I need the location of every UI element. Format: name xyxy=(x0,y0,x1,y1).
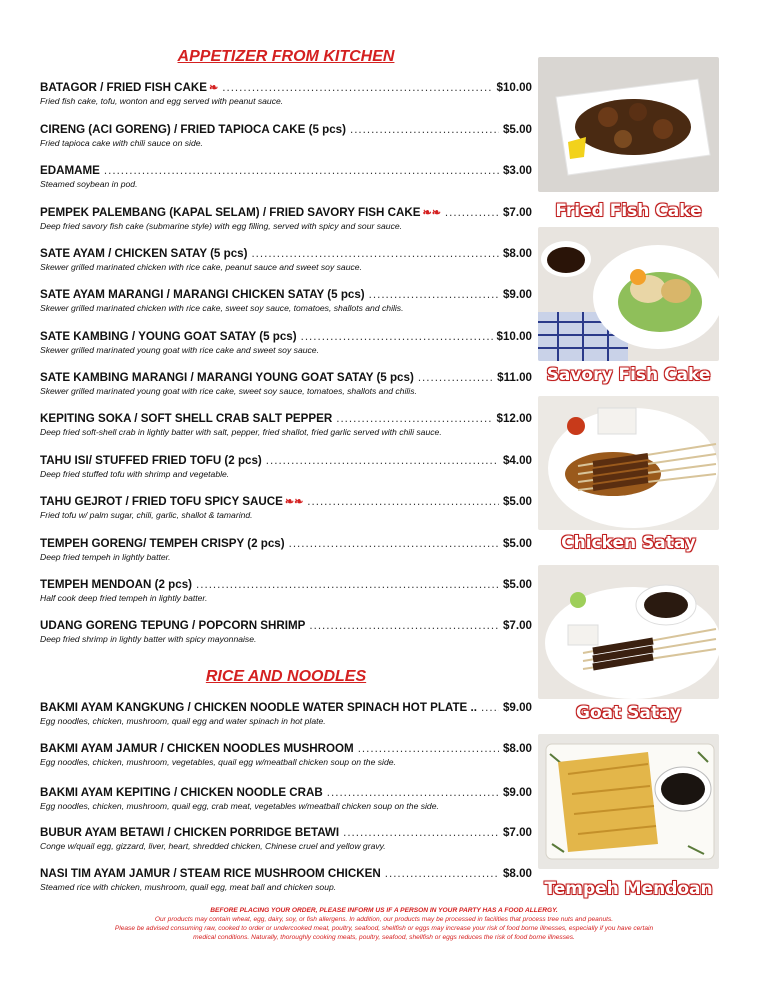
leader-dots xyxy=(481,701,499,714)
menu-item xyxy=(40,164,532,189)
appetizer-section-title: APPETIZER FROM KITCHEN xyxy=(177,48,395,65)
menu-item-line xyxy=(40,454,532,467)
leader-dots xyxy=(222,81,492,94)
menu-item-price: $10.00 xyxy=(496,81,532,94)
menu-item xyxy=(40,206,532,231)
leader-dots xyxy=(350,123,499,136)
menu-item-description: Egg noodles, chicken, mushroom, quail egg, crab meat, vegetables w/meatball chicken soup on the side. xyxy=(40,801,439,811)
leader-dots xyxy=(336,412,492,425)
menu-item-name: SATE AYAM / CHICKEN SATAY (5 pcs) xyxy=(40,247,248,260)
menu-item-name: EDAMAME xyxy=(40,164,100,177)
menu-item xyxy=(40,742,532,767)
menu-item-line xyxy=(40,619,532,632)
menu-item-name: BAKMI AYAM JAMUR / CHICKEN NOODLES MUSHROOM xyxy=(40,742,354,755)
menu-item-description: Skewer grilled marinated chicken with rice cake, peanut sauce and sweet soy sauce. xyxy=(40,262,362,272)
allergy-notice-line-1: BEFORE PLACING YOUR ORDER, PLEASE INFORM US IF A PERSON IN YOUR PARTY HAS A FOOD ALLERGY. xyxy=(210,907,558,914)
menu-item-description: Skewer grilled marinated young goat with rice cake, sweet soy sauce, tomatoes, shallots and chilis. xyxy=(40,386,417,396)
menu-item-name: NASI TIM AYAM JAMUR / STEAM RICE MUSHROOM CHICKEN xyxy=(40,867,381,880)
menu-item-description: Steamed rice with chicken, mushroom, quail egg, meat ball and chicken soup. xyxy=(40,882,337,892)
caption-tempeh-mendoan: Tempeh Mendoan xyxy=(544,879,713,899)
menu-item-name: PEMPEK PALEMBANG (KAPAL SELAM) / FRIED SAVORY FISH CAKE xyxy=(40,206,421,219)
menu-item xyxy=(40,867,532,892)
photo-savory-fish-cake xyxy=(538,227,719,361)
menu-item-price: $11.00 xyxy=(497,371,532,384)
menu-item-name: SATE AYAM MARANGI / MARANGI CHICKEN SATAY (5 pcs) xyxy=(40,288,365,301)
leader-dots xyxy=(309,619,499,632)
allergy-notice xyxy=(30,906,738,942)
photo-chicken-satay xyxy=(538,396,719,530)
menu-item xyxy=(40,826,532,851)
menu-item-price: $7.00 xyxy=(502,206,532,219)
leader-dots xyxy=(418,371,493,384)
menu-item-name: TEMPEH MENDOAN (2 pcs) xyxy=(40,578,193,591)
menu-item xyxy=(40,288,532,313)
leader-dots xyxy=(196,578,499,591)
menu-item-line xyxy=(40,786,532,799)
menu-item-line xyxy=(40,247,532,260)
caption-chicken-satay: Chicken Satay xyxy=(561,533,696,553)
menu-item-line xyxy=(40,537,532,550)
menu-item xyxy=(40,371,532,396)
menu-item-price: $5.00 xyxy=(502,578,532,591)
menu-item-line xyxy=(40,701,532,714)
leader-dots xyxy=(104,164,499,177)
menu-item xyxy=(40,247,532,272)
menu-item-price: $4.00 xyxy=(502,454,532,467)
leader-dots xyxy=(289,537,499,550)
menu-item-name: BAKMI AYAM KANGKUNG / CHICKEN NOODLE WATER SPINACH HOT PLATE .. xyxy=(40,701,477,714)
menu-item-price: $10.00 xyxy=(496,330,532,343)
menu-item-price: $9.00 xyxy=(502,288,532,301)
menu-item-name: BUBUR AYAM BETAWI / CHICKEN PORRIDGE BETAWI xyxy=(40,826,340,839)
menu-item-description: Deep fried stuffed tofu with shrimp and vegetable. xyxy=(40,469,230,479)
leader-dots xyxy=(301,330,493,343)
leader-dots xyxy=(445,206,499,219)
photo-tempeh-mendoan xyxy=(538,734,719,869)
leader-dots xyxy=(327,786,499,799)
menu-item xyxy=(40,701,532,726)
menu-item xyxy=(40,412,532,437)
menu-item-price: $8.00 xyxy=(502,867,532,880)
menu-item-name: SATE KAMBING / YOUNG GOAT SATAY (5 pcs) xyxy=(40,330,297,343)
menu-item-price: $5.00 xyxy=(502,537,532,550)
menu-item-description: Conge w/quail egg, gizzard, liver, heart, shredded chicken, Chinese cruel and yellow gravy. xyxy=(40,841,386,851)
menu-item xyxy=(40,123,532,148)
allergy-notice-line-2: Our products may contain wheat, egg, dairy, soy, or fish allergens. In addition, our products may be processed in facilities that process tree nuts and peanuts. xyxy=(154,916,614,923)
menu-item xyxy=(40,786,532,811)
menu-item-description: Fried tofu w/ palm sugar, chili, garlic, shallot & tamarind. xyxy=(40,510,253,520)
menu-item-price: $3.00 xyxy=(502,164,532,177)
menu-item-name: TAHU GEJROT / FRIED TOFU SPICY SAUCE xyxy=(40,495,283,508)
menu-item-price: $8.00 xyxy=(502,742,532,755)
leader-dots xyxy=(358,742,499,755)
leader-dots xyxy=(385,867,499,880)
menu-item-line xyxy=(40,826,532,839)
leader-dots xyxy=(266,454,499,467)
menu-item-line xyxy=(40,164,532,177)
menu-item-line xyxy=(40,742,532,755)
leader-dots xyxy=(251,247,499,260)
menu-item-line xyxy=(40,495,532,508)
menu-item-name: BATAGOR / FRIED FISH CAKE xyxy=(40,81,208,94)
caption-savory-fish-cake: Savory Fish Cake xyxy=(546,365,711,385)
menu-item-description: Steamed soybean in pod. xyxy=(40,179,138,189)
menu-item-name: TEMPEH GORENG/ TEMPEH CRISPY (2 pcs) xyxy=(40,537,285,550)
menu-item-name: UDANG GORENG TEPUNG / POPCORN SHRIMP xyxy=(40,619,306,632)
leader-dots xyxy=(343,826,499,839)
menu-item-price: $12.00 xyxy=(496,412,532,425)
menu-item-line xyxy=(40,578,532,591)
menu-item-price: $8.00 xyxy=(502,247,532,260)
leader-dots xyxy=(369,288,499,301)
menu-item xyxy=(40,454,532,479)
menu-item-description: Half cook deep fried tempeh in lightly batter. xyxy=(40,593,208,603)
menu-item xyxy=(40,495,532,520)
menu-item-name: CIRENG (ACI GORENG) / FRIED TAPIOCA CAKE (5 pcs) xyxy=(40,123,346,136)
rice-noodles-section-title: RICE AND NOODLES xyxy=(205,668,367,685)
menu-item-description: Fried fish cake, tofu, wonton and egg served with peanut sauce. xyxy=(40,96,284,106)
menu-item-name: KEPITING SOKA / SOFT SHELL CRAB SALT PEPPER xyxy=(40,412,333,425)
menu-item xyxy=(40,81,532,106)
menu-item-line xyxy=(40,412,532,425)
photo-goat-satay xyxy=(538,565,719,699)
menu-item xyxy=(40,330,532,355)
menu-item-description: Egg noodles, chicken, mushroom, vegetables, quail egg w/meatball chicken soup on the side. xyxy=(40,757,396,767)
menu-item-line xyxy=(40,867,532,880)
menu-item-description: Deep fried tempeh in lightly batter. xyxy=(40,552,171,562)
chili-pepper-icon: ❧ xyxy=(209,82,219,94)
menu-item-description: Deep fried shrimp in lightly batter with spicy mayonnaise. xyxy=(40,634,257,644)
menu-item-price: $9.00 xyxy=(502,786,532,799)
menu-item-price: $5.00 xyxy=(502,123,532,136)
menu-item xyxy=(40,619,532,644)
allergy-notice-line-4: medical conditions. Naturally, thoroughly cooking meats, poultry, seafood, shellfish or eggs reduces the risk of food borne illnesses. xyxy=(193,934,575,941)
chili-pepper-icon: ❧❧ xyxy=(422,207,441,219)
menu-item-description: Deep fried savory fish cake (submarine style) with egg filling, served with spicy and sour sauce. xyxy=(40,221,403,231)
menu-item-description: Skewer grilled marinated chicken with rice cake, sweet soy sauce, tomatoes, shallots and chilis. xyxy=(40,303,404,313)
menu-item xyxy=(40,578,532,603)
menu-item-description: Egg noodles, chicken, mushroom, quail egg and water spinach in hot plate. xyxy=(40,716,326,726)
menu-item-line xyxy=(40,81,532,94)
caption-goat-satay: Goat Satay xyxy=(575,703,682,723)
menu-item-name: SATE KAMBING MARANGI / MARANGI YOUNG GOAT SATAY (5 pcs) xyxy=(40,371,414,384)
menu-item-line xyxy=(40,288,532,301)
menu-item-description: Deep fried soft-shell crab in lightly batter with salt, pepper, fried shallot, fried garlic served with chili sauce. xyxy=(40,427,442,437)
menu-item-name: BAKMI AYAM KEPITING / CHICKEN NOODLE CRAB xyxy=(40,786,323,799)
leader-dots xyxy=(307,495,499,508)
allergy-notice-line-3: Please be advised consuming raw, cooked to order or undercooked meat, poultry, seafood, shellfish or eggs may increase your risk of food borne illnesses, especially if you have certain xyxy=(114,925,654,932)
menu-item-name: TAHU ISI/ STUFFED FRIED TOFU (2 pcs) xyxy=(40,454,262,467)
menu-item xyxy=(40,537,532,562)
menu-item-price: $5.00 xyxy=(502,495,532,508)
menu-item-line xyxy=(40,371,532,384)
menu-item-price: $7.00 xyxy=(502,826,532,839)
menu-item-line xyxy=(40,206,532,219)
menu-item-line xyxy=(40,123,532,136)
menu-item-price: $9.00 xyxy=(502,701,532,714)
menu-item-line xyxy=(40,330,532,343)
photo-fried-fish-cake xyxy=(538,57,719,192)
chili-pepper-icon: ❧❧ xyxy=(284,496,304,508)
caption-fried-fish-cake: Fried Fish Cake xyxy=(555,201,702,221)
menu-item-description: Skewer grilled marinated young goat with rice cake and sweet soy sauce. xyxy=(40,345,319,355)
menu-item-description: Fried tapioca cake with chili sauce on side. xyxy=(40,138,203,148)
menu-item-price: $7.00 xyxy=(502,619,532,632)
